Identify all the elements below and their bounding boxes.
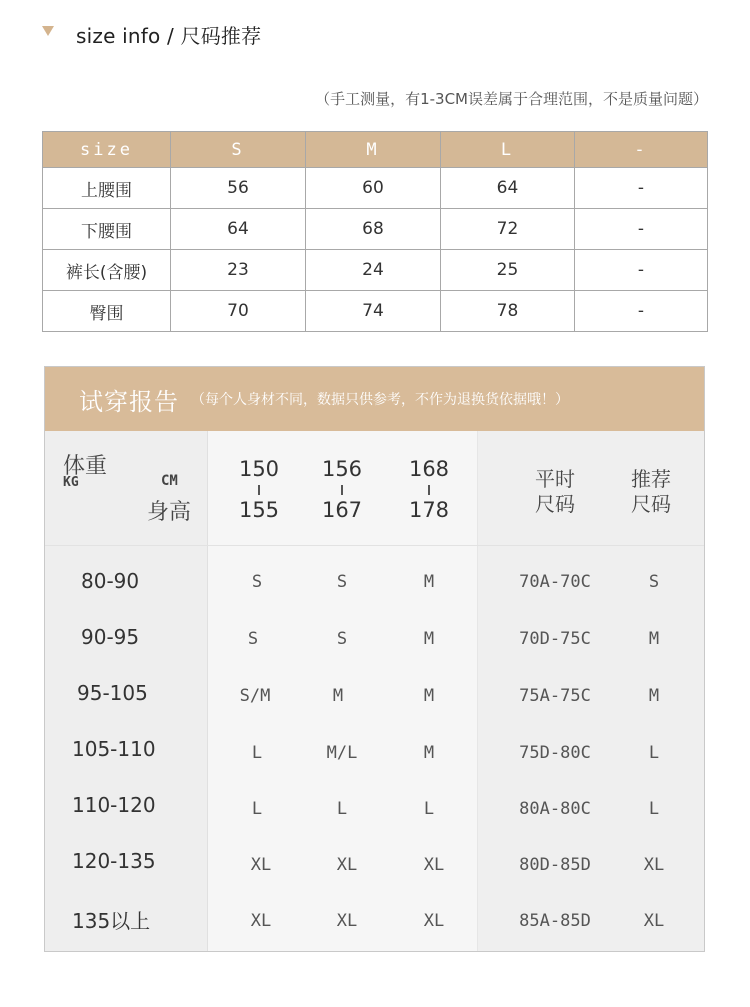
recommend-cell: L xyxy=(648,799,660,819)
height-col-168-178 xyxy=(399,457,459,522)
range-bar xyxy=(428,485,430,495)
size-cell: XL xyxy=(423,911,445,931)
weight-range: 135以上 xyxy=(72,909,151,933)
table-cell: - xyxy=(575,250,708,291)
cm-label: CM xyxy=(161,473,178,489)
size-col-header: size xyxy=(43,132,171,168)
size-col-header: S xyxy=(171,132,306,168)
size-cell: S xyxy=(336,572,348,592)
table-row xyxy=(43,291,708,332)
row-label: 下腰围 xyxy=(43,209,171,250)
size-cell: XL xyxy=(250,855,272,875)
measurement-note: （手工测量，有1-3CM误差属于合理范围，不是质量问题） xyxy=(315,90,708,108)
usual-size-cell: 75A-75C xyxy=(519,686,591,706)
recommend-cell: M xyxy=(648,629,660,649)
triangle-down-icon xyxy=(42,26,54,36)
weight-label: 体重 xyxy=(63,454,108,479)
height-label: 身高 xyxy=(147,500,192,525)
report-header xyxy=(45,367,704,431)
size-cell: L xyxy=(251,799,263,819)
table-cell: 74 xyxy=(306,291,441,332)
recommend-cell: L xyxy=(648,743,660,763)
size-cell: S/M xyxy=(239,686,271,706)
table-cell: - xyxy=(575,291,708,332)
table-cell: 23 xyxy=(171,250,306,291)
size-cell: M xyxy=(423,572,435,592)
size-cell: XL xyxy=(336,911,358,931)
size-cell: M xyxy=(332,686,344,706)
recommend-cell: XL xyxy=(643,855,665,875)
table-row xyxy=(43,168,708,209)
section-header xyxy=(42,20,261,48)
usual-size-cell: 80A-80C xyxy=(519,799,591,819)
table-cell: 64 xyxy=(441,168,575,209)
height-bottom: 178 xyxy=(408,498,450,522)
size-cell: XL xyxy=(336,855,358,875)
usual-size-cell: 70A-70C xyxy=(519,572,591,592)
size-cell: M xyxy=(423,743,435,763)
page-title: size info / 尺码推荐 xyxy=(76,23,262,48)
weight-range: 90-95 xyxy=(81,625,140,649)
height-col-156-167 xyxy=(312,457,372,522)
size-cell: L xyxy=(251,743,263,763)
size-col-header: - xyxy=(575,132,708,168)
size-cell: M xyxy=(423,629,435,649)
size-cell: XL xyxy=(423,855,445,875)
height-top: 156 xyxy=(321,457,363,481)
table-row xyxy=(43,209,708,250)
usual-size-cell: 75D-80C xyxy=(519,743,591,763)
table-cell: 70 xyxy=(171,291,306,332)
weight-range: 95-105 xyxy=(77,681,148,705)
size-cell: XL xyxy=(250,911,272,931)
row-label: 裤长(含腰) xyxy=(43,250,171,291)
size-col-header: M xyxy=(306,132,441,168)
weight-range: 80-90 xyxy=(81,569,140,593)
size-cell: L xyxy=(423,799,435,819)
height-bottom: 155 xyxy=(238,498,280,522)
try-on-report xyxy=(44,366,705,952)
height-top: 168 xyxy=(408,457,450,481)
table-cell: 78 xyxy=(441,291,575,332)
recommend-cell: S xyxy=(648,572,660,592)
table-cell: 64 xyxy=(171,209,306,250)
size-table xyxy=(42,131,708,332)
table-cell: 25 xyxy=(441,250,575,291)
size-cell: M xyxy=(423,686,435,706)
table-cell: 72 xyxy=(441,209,575,250)
size-col-header: L xyxy=(441,132,575,168)
usual-size-header: 平时 尺码 xyxy=(535,467,575,516)
size-cell: L xyxy=(336,799,348,819)
height-top: 150 xyxy=(238,457,280,481)
table-cell: - xyxy=(575,168,708,209)
report-subtitle: （每个人身材不同，数据只供参考，不作为退换货依据哦！） xyxy=(191,392,569,408)
row-label: 臀围 xyxy=(43,291,171,332)
weight-range: 110-120 xyxy=(72,793,156,817)
row-label: 上腰围 xyxy=(43,168,171,209)
weight-range: 105-110 xyxy=(72,737,156,761)
height-bottom: 167 xyxy=(321,498,363,522)
size-cell: M/L xyxy=(326,743,358,763)
height-col-150-155 xyxy=(229,457,289,522)
table-cell: 68 xyxy=(306,209,441,250)
usual-size-cell: 85A-85D xyxy=(519,911,591,931)
table-cell: - xyxy=(575,209,708,250)
size-cell: S xyxy=(251,572,263,592)
size-table-header xyxy=(43,132,708,168)
header-divider xyxy=(45,545,705,546)
kg-label: KG xyxy=(63,475,79,490)
recommend-cell: XL xyxy=(643,911,665,931)
table-cell: 56 xyxy=(171,168,306,209)
usual-size-cell: 80D-85D xyxy=(519,855,591,875)
table-cell: 24 xyxy=(306,250,441,291)
table-cell: 60 xyxy=(306,168,441,209)
recommend-size-header: 推荐 尺码 xyxy=(631,467,671,516)
report-title: 试穿报告 xyxy=(79,387,179,416)
size-cell: S xyxy=(336,629,348,649)
range-bar xyxy=(341,485,343,495)
recommend-cell: M xyxy=(648,686,660,706)
usual-size-cell: 70D-75C xyxy=(519,629,591,649)
size-cell: S xyxy=(247,629,259,649)
weight-range: 120-135 xyxy=(72,849,156,873)
table-row xyxy=(43,250,708,291)
range-bar xyxy=(258,485,260,495)
